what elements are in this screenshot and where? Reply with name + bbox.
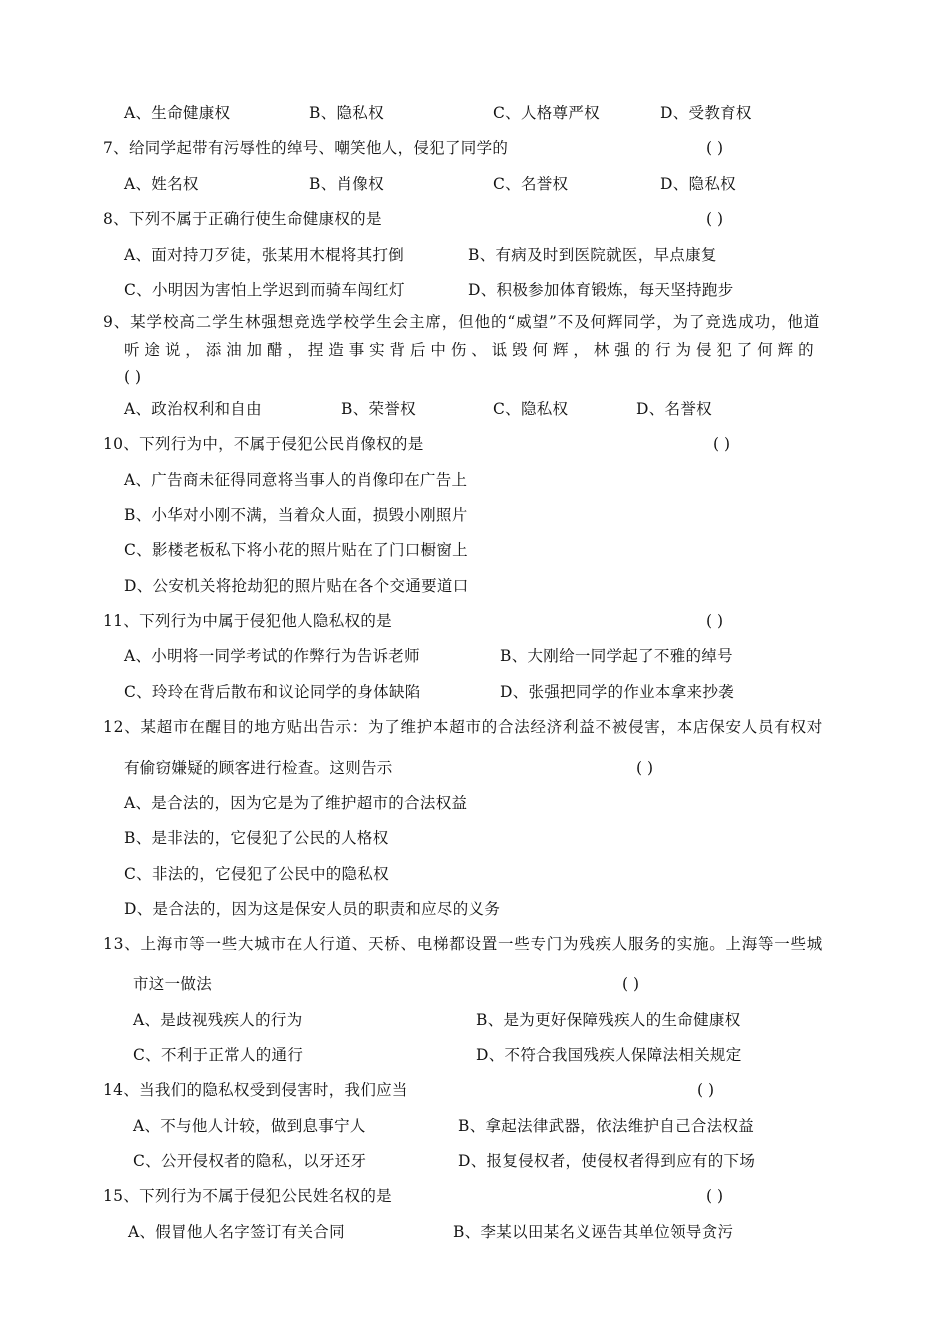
q14-answer-blank: ( ) — [697, 1081, 715, 1099]
q15-answer-blank: ( ) — [706, 1187, 724, 1205]
q6-option-b: B、隐私权 — [309, 104, 384, 122]
q12-stem-line1: 12、某超市在醒目的地方贴出告示：为了维护本超市的合法经济利益不被侵害，本店保安人员有权对 — [103, 718, 823, 736]
q9-answer-blank: ( ) — [124, 368, 142, 386]
q12-option-b: B、是非法的，它侵犯了公民的人格权 — [124, 829, 389, 847]
q11-option-a: A、小明将一同学考试的作弊行为告诉老师 — [124, 647, 420, 665]
q12-option-c: C、非法的，它侵犯了公民中的隐私权 — [124, 865, 389, 883]
q11-stem: 11、下列行为中属于侵犯他人隐私权的是 — [103, 612, 392, 630]
q7-option-d: D、隐私权 — [660, 175, 736, 193]
q14-stem: 14、当我们的隐私权受到侵害时，我们应当 — [103, 1081, 408, 1099]
q8-option-a: A、面对持刀歹徒，张某用木棍将其打倒 — [124, 246, 405, 264]
q13-stem-line1: 13、上海市等一些大城市在人行道、天桥、电梯都设置一些专门为残疾人服务的实施。上海等一些城 — [103, 935, 823, 953]
q14-option-a: A、不与他人计较，做到息事宁人 — [133, 1117, 366, 1135]
q15-stem: 15、下列行为不属于侵犯公民姓名权的是 — [103, 1187, 392, 1205]
q11-option-b: B、大刚给一同学起了不雅的绰号 — [500, 647, 733, 665]
q10-option-c: C、影楼老板私下将小花的照片贴在了门口橱窗上 — [124, 541, 468, 559]
q12-option-d: D、是合法的，因为这是保安人员的职责和应尽的义务 — [124, 900, 501, 918]
q7-stem: 7、给同学起带有污辱性的绰号、嘲笑他人，侵犯了同学的 — [103, 139, 509, 157]
q15-option-b: B、李某以田某名义诬告其单位领导贪污 — [453, 1223, 734, 1241]
q9-option-a: A、政治权利和自由 — [124, 400, 262, 418]
q7-option-a: A、姓名权 — [124, 175, 199, 193]
q9-option-c: C、隐私权 — [493, 400, 569, 418]
q14-option-b: B、拿起法律武器，依法维护自己合法权益 — [458, 1117, 755, 1135]
q9-option-b: B、荣誉权 — [341, 400, 416, 418]
q14-option-d: D、报复侵权者，使侵权者得到应有的下场 — [458, 1152, 756, 1170]
q8-option-d: D、积极参加体育锻炼，每天坚持跑步 — [468, 281, 734, 299]
q10-option-a: A、广告商未征得同意将当事人的肖像印在广告上 — [124, 471, 468, 489]
q11-option-d: D、张强把同学的作业本拿来抄袭 — [500, 683, 734, 701]
q9-option-d: D、名誉权 — [636, 400, 712, 418]
q14-option-c: C、公开侵权者的隐私，以牙还牙 — [133, 1152, 367, 1170]
q6-option-c: C、人格尊严权 — [493, 104, 600, 122]
q15-option-a: A、假冒他人名字签订有关合同 — [128, 1223, 345, 1241]
q10-answer-blank: ( ) — [713, 435, 731, 453]
q9-stem-line2: 听 途 说 ， 添 油 加 醋 ， 捏 造 事 实 背 后 中 伤 、 诋 毁 何 辉 ， 林 强 的 行 为 侵 犯 了 何 辉 的 — [124, 341, 814, 359]
q12-answer-blank: ( ) — [636, 759, 654, 777]
q9-stem-line1: 9、某学校高二学生林强想竞选学校学生会主席，但他的“威望”不及何辉同学，为了竞选成功，他道 — [103, 313, 821, 331]
q12-option-a: A、是合法的，因为它是为了维护超市的合法权益 — [124, 794, 468, 812]
q13-answer-blank: ( ) — [622, 975, 640, 993]
q7-option-b: B、肖像权 — [309, 175, 384, 193]
q13-option-c: C、不利于正常人的通行 — [133, 1046, 304, 1064]
q6-option-d: D、受教育权 — [660, 104, 752, 122]
q10-option-b: B、小华对小刚不满，当着众人面，损毁小刚照片 — [124, 506, 468, 524]
q13-option-b: B、是为更好保障残疾人的生命健康权 — [476, 1011, 741, 1029]
q8-option-b: B、有病及时到医院就医，早点康复 — [468, 246, 717, 264]
q7-option-c: C、名誉权 — [493, 175, 569, 193]
q8-answer-blank: ( ) — [706, 210, 724, 228]
q10-stem: 10、下列行为中，不属于侵犯公民肖像权的是 — [103, 435, 424, 453]
q11-option-c: C、玲玲在背后散布和议论同学的身体缺陷 — [124, 683, 421, 701]
q10-option-d: D、公安机关将抢劫犯的照片贴在各个交通要道口 — [124, 577, 469, 595]
q6-option-a: A、生命健康权 — [124, 104, 231, 122]
q13-stem-line2: 市这一做法 — [133, 975, 213, 993]
q12-stem-line2: 有偷窃嫌疑的顾客进行检查。这则告示 — [124, 759, 393, 777]
q13-option-a: A、是歧视残疾人的行为 — [133, 1011, 303, 1029]
q7-answer-blank: ( ) — [706, 139, 724, 157]
q13-option-d: D、不符合我国残疾人保障法相关规定 — [476, 1046, 742, 1064]
q11-answer-blank: ( ) — [706, 612, 724, 630]
q8-option-c: C、小明因为害怕上学迟到而骑车闯红灯 — [124, 281, 405, 299]
q8-stem: 8、下列不属于正确行使生命健康权的是 — [103, 210, 382, 228]
